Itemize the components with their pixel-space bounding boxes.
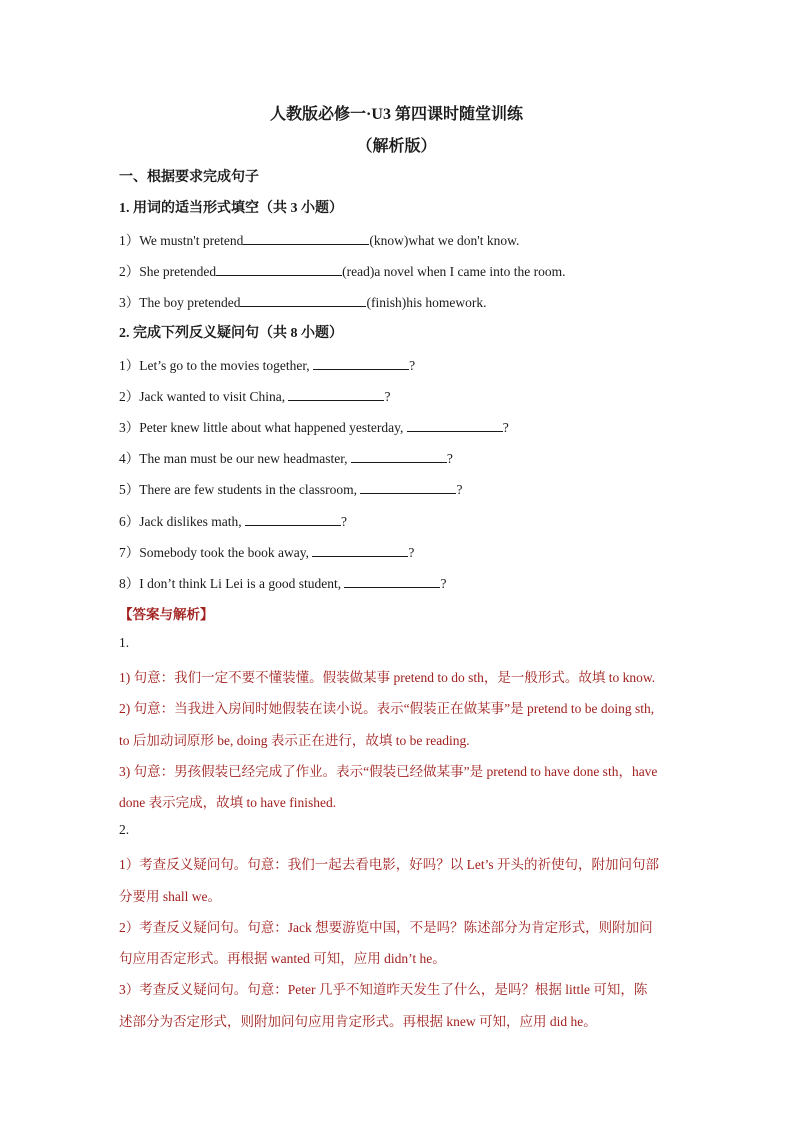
item-text: 7）Somebody took the book away, bbox=[119, 545, 309, 560]
item-text: ? bbox=[384, 389, 391, 404]
fill-in-item bbox=[119, 229, 519, 249]
answer-explanation-line: 1) 句意：我们一定不要不懂装懂。假装做某事 pretend to do sth，是一般形式。故填 to know. bbox=[119, 670, 656, 685]
answer-explanation-line: 3) 句意：男孩假装已经完成了作业。表示“假装已经做某事”是 pretend to have done sth，have bbox=[119, 764, 658, 779]
answer-blank bbox=[245, 513, 341, 526]
fill-in-item bbox=[119, 260, 566, 280]
tag-question-item bbox=[119, 354, 415, 374]
item-text: ? bbox=[409, 358, 416, 373]
item-text: 2）Jack wanted to visit China, bbox=[119, 389, 286, 404]
item-text: 1）We mustn't pretend bbox=[119, 233, 244, 248]
item-text: ? bbox=[446, 451, 453, 466]
page-title: 人教版必修一·U3 第四课时随堂训练 bbox=[270, 106, 523, 123]
item-text: 6）Jack dislikes math, bbox=[119, 514, 242, 529]
answer-blank bbox=[344, 575, 440, 588]
answer-explanation-line: 句应用否定形式。再根据 wanted 可知，应用 didn’t he。 bbox=[119, 951, 446, 966]
answer-blank bbox=[407, 419, 503, 432]
tag-question-item bbox=[119, 478, 462, 498]
item-text: (read)a novel when I came into the room. bbox=[342, 264, 566, 279]
tag-question-item bbox=[119, 447, 453, 467]
answer-explanation-line: 分要用 shall we。 bbox=[119, 889, 221, 904]
tag-question-item bbox=[119, 572, 446, 592]
tag-question-item bbox=[119, 416, 509, 436]
answer-explanation-line: 2）考查反义疑问句。句意：Jack 想要游览中国，不是吗？陈述部分为肯定形式，则附加问 bbox=[119, 920, 653, 935]
answer-explanation-line: 2) 句意：当我进入房间时她假装在读小说。表示“假装正在做某事”是 pretend to be doing sth, bbox=[119, 701, 655, 716]
answer-explanation-line: 1）考查反义疑问句。句意：我们一起去看电影，好吗？以 Let’s 开头的祈使句，附加问句部 bbox=[119, 857, 659, 872]
tag-question-item bbox=[119, 385, 390, 405]
item-text: 3）The boy pretended bbox=[119, 295, 241, 310]
answer-blank bbox=[240, 294, 366, 307]
answer-blank bbox=[313, 357, 409, 370]
answers-heading: 【答案与解析】 bbox=[119, 607, 214, 622]
item-text: ? bbox=[408, 545, 415, 560]
tag-question-item bbox=[119, 541, 414, 561]
item-text: 2）She pretended bbox=[119, 264, 217, 279]
item-text: 8）I don’t think Li Lei is a good student, bbox=[119, 576, 342, 591]
fill-in-item bbox=[119, 291, 486, 311]
page-subtitle: （解析版） bbox=[356, 138, 437, 155]
item-text: 1）Let’s go to the movies together, bbox=[119, 358, 310, 373]
section-heading: 一、根据要求完成句子 bbox=[119, 170, 259, 185]
item-text: 3）Peter knew little about what happened yesterday, bbox=[119, 420, 404, 435]
answer-explanation-line: done 表示完成，故填 to have finished. bbox=[119, 795, 337, 810]
question-2-heading: 2. 完成下列反义疑问句（共 8 小题） bbox=[119, 326, 343, 341]
item-text: ? bbox=[456, 482, 463, 497]
answer-explanation-line: 述部分为否定形式，则附加问句应用肯定形式。再根据 knew 可知，应用 did he。 bbox=[119, 1014, 597, 1029]
answer-explanation-line: 3）考查反义疑问句。句意：Peter 几乎不知道昨天发生了什么，是吗？根据 little 可知，陈 bbox=[119, 982, 648, 997]
item-text: (finish)his homework. bbox=[366, 295, 487, 310]
item-text: ? bbox=[502, 420, 509, 435]
question-1-heading: 1. 用词的适当形式填空（共 3 小题） bbox=[119, 201, 343, 216]
item-text: (know)what we don't know. bbox=[369, 233, 520, 248]
answers-part-1-label: 1. bbox=[119, 635, 130, 650]
tag-question-item bbox=[119, 510, 347, 530]
item-text: ? bbox=[440, 576, 447, 591]
answer-blank bbox=[216, 263, 342, 276]
item-text: 4）The man must be our new headmaster, bbox=[119, 451, 348, 466]
answer-blank bbox=[288, 388, 384, 401]
answer-explanation-line: to 后加动词原形 be, doing 表示正在进行，故填 to be reading. bbox=[119, 733, 470, 748]
answer-blank bbox=[312, 544, 408, 557]
item-text: 5）There are few students in the classroom, bbox=[119, 482, 358, 497]
answer-blank bbox=[243, 232, 369, 245]
answer-blank bbox=[360, 481, 456, 494]
item-text: ? bbox=[340, 514, 347, 529]
answer-blank bbox=[351, 450, 447, 463]
answers-part-2-label: 2. bbox=[119, 822, 130, 837]
